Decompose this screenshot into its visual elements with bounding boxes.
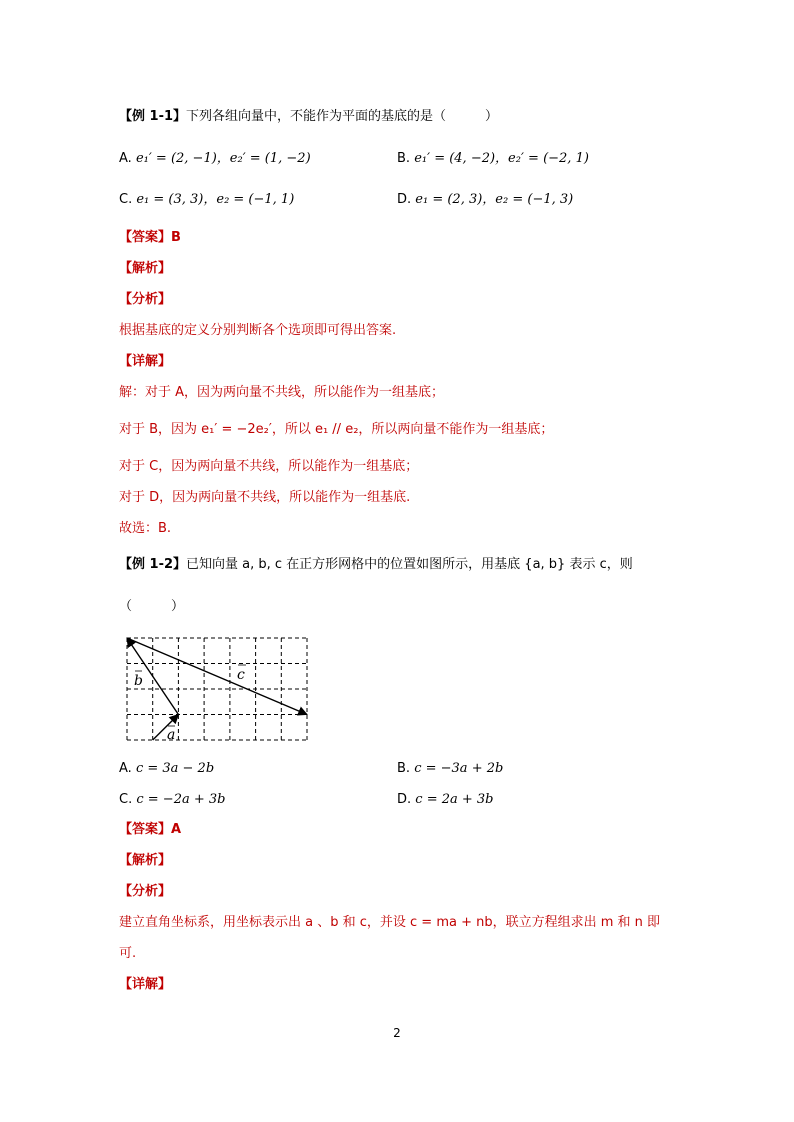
vector-c [127,638,307,715]
ex1-detail-line: 对于 B，因为 e₁′ = −2e₂′，所以 e₁ // e₂，所以两向量不能作为一组基底； [119,422,554,437]
ex1-option-c: C. e₁ = (3, 3)，e₂ = (−1, 1) [119,192,295,207]
ex1-option-b: B. e₁′ = (4, −2)，e₂′ = (−2, 1) [397,151,589,166]
ex2-stem-text: 已知向量 a, b, c 在正方形网格中的位置如图所示，用基底 {a, b} 表示 c，则 [186,557,633,572]
ex2-paren: （ ） [119,599,185,614]
ex1-tag: 【例 1-1】 [119,109,187,124]
ex2-stem [119,556,633,574]
grid-lines [127,638,307,740]
ex1-fenxi: 【分析】 [119,292,172,307]
label-b [134,671,143,689]
label-c [237,665,246,683]
ex1-jiexi: 【解析】 [119,261,172,276]
ex2-jiexi: 【解析】 [119,853,172,868]
svg-text:b: b [134,673,143,689]
ex1-answer: 【答案】B [119,230,181,245]
ex2-option-c: C. c = −2a + 3b [119,792,226,807]
ex2-tag: 【例 1-2】 [119,557,187,572]
ex1-option-a: A. e₁′ = (2, −1)，e₂′ = (1, −2) [119,151,311,166]
ex2-xiangjie: 【详解】 [119,977,172,992]
ex1-detail-line: 解：对于 A，因为两向量不共线，所以能作为一组基底； [119,385,445,400]
ex2-option-b: B. c = −3a + 2b [397,761,504,776]
ex1-detail-line: 对于 C，因为两向量不共线，所以能作为一组基底； [119,459,419,474]
ex2-fenxi-line: 建立直角坐标系，用坐标表示出 a 、b 和 c，并设 c = ma + nb，联立方程组求出 m 和 n 即 [119,915,661,930]
ex1-fenxi-text: 根据基底的定义分别判断各个选项即可得出答案. [119,323,397,338]
ex2-option-d: D. c = 2a + 3b [397,792,494,807]
ex1-detail-line: 对于 D，因为两向量不共线，所以能作为一组基底. [119,490,411,505]
ex1-stem-text: 下列各组向量中，不能作为平面的基底的是（ ） [186,109,499,124]
ex1-detail-line: 故选：B. [119,521,172,536]
label-a [167,726,175,743]
page-number: 2 [393,1026,401,1040]
svg-text:c: c [237,667,245,683]
ex1-option-d: D. e₁ = (2, 3)，e₂ = (−1, 3) [397,192,574,207]
ex1-xiangjie: 【详解】 [119,354,172,369]
ex2-fenxi-line: 可. [119,946,137,961]
ex2-option-a: A. c = 3a − 2b [119,761,215,776]
svg-text:a: a [167,727,176,743]
ex2-fenxi: 【分析】 [119,884,172,899]
vector-grid-figure [122,632,312,744]
ex2-answer: 【答案】A [119,822,182,837]
ex1-stem [119,108,498,126]
